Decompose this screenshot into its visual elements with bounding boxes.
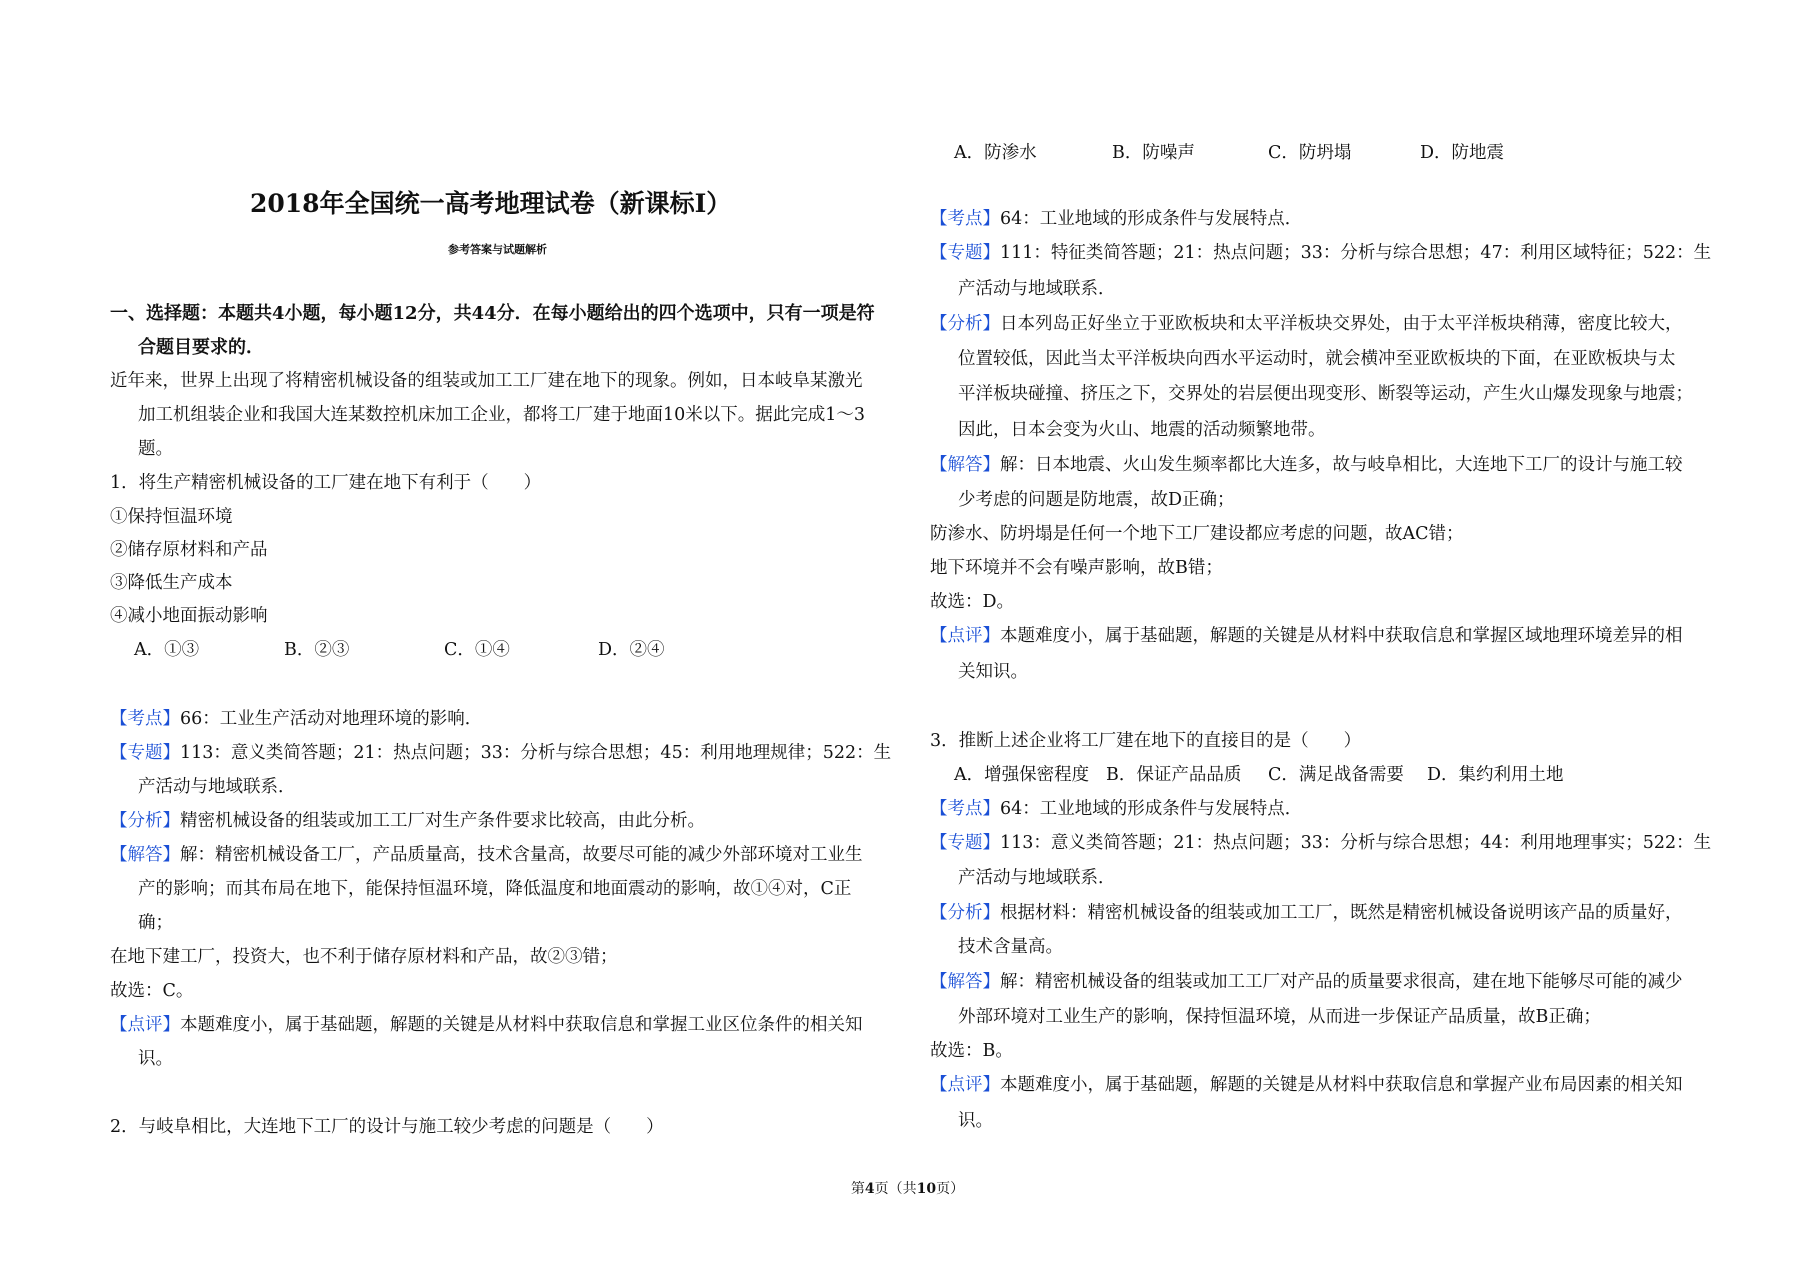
intro-text-cont: 题。 xyxy=(138,439,173,459)
kaodian-tag: 【考点】 xyxy=(110,709,180,729)
jieda-tag: 【解答】 xyxy=(930,972,1000,992)
q3-zhuanti-cont: 产活动与地域联系． xyxy=(958,868,1116,888)
q3-kaodian: 【考点】64：工业地域的形成条件与发展特点． xyxy=(930,799,1303,819)
fenxi-tag: 【分析】 xyxy=(110,811,180,831)
page-number: 4 xyxy=(864,1181,875,1197)
q1-fenxi: 【分析】精密机械设备的组装或加工工厂对生产条件要求比较高，由此分析。 xyxy=(110,811,705,831)
q1-option-b: B．②③ xyxy=(284,640,350,660)
page-title: 2018年全国统一高考地理试卷（新课标Ⅰ） xyxy=(250,189,732,218)
zhuanti-tag: 【专题】 xyxy=(930,833,1000,853)
q3-answer: 故选：B。 xyxy=(930,1041,1013,1061)
q1-zhuanti-cont: 产活动与地域联系． xyxy=(138,777,296,797)
q3-fenxi: 【分析】根据材料：精密机械设备的组装或加工工厂，既然是精密机械设备说明该产品的质量好， xyxy=(930,903,1683,923)
page-footer: 第4页（共10页） xyxy=(850,1181,965,1197)
q3-zhuanti: 【专题】113：意义类简答题；21：热点问题；33：分析与综合思想；44：利用地理事实；522：生 xyxy=(930,833,1712,853)
q2-dianping: 【点评】本题难度小，属于基础题，解题的关键是从材料中获取信息和掌握区域地理环境差异的相 xyxy=(930,626,1683,646)
q1-option-d: D．②④ xyxy=(598,640,665,660)
q2-extra: 防渗水、防坍塌是任何一个地下工厂建设都应考虑的问题，故AC错； xyxy=(930,524,1464,544)
q3-jieda-cont: 外部环境对工业生产的影响，保持恒温环境，从而进一步保证产品质量，故B正确； xyxy=(958,1007,1601,1027)
q1-jieda-cont: 确； xyxy=(138,913,173,933)
q2-extra: 地下环境并不会有噪声影响，故B错； xyxy=(930,558,1223,578)
kaodian-tag: 【考点】 xyxy=(930,209,1000,229)
q1-extra: 在地下建工厂，投资大，也不利于储存原材料和产品，故②③错； xyxy=(110,947,618,967)
q2-option-d: D．防地震 xyxy=(1420,143,1505,163)
q3-options xyxy=(954,763,1564,787)
q1-dianping-cont: 识。 xyxy=(138,1049,173,1069)
jieda-tag: 【解答】 xyxy=(930,455,1000,475)
q3-option-d: D．集约利用土地 xyxy=(1427,765,1564,785)
zhuanti-tag: 【专题】 xyxy=(110,743,180,763)
q1-item: ③降低生产成本 xyxy=(110,573,233,593)
section-heading-cont: 合题目要求的． xyxy=(138,337,264,358)
dianping-tag: 【点评】 xyxy=(110,1015,180,1035)
fenxi-tag: 【分析】 xyxy=(930,903,1000,923)
fenxi-tag: 【分析】 xyxy=(930,314,1000,334)
q3-option-c: C．满足战备需要 xyxy=(1268,765,1404,785)
dianping-tag: 【点评】 xyxy=(930,626,1000,646)
q2-zhuanti: 【专题】111：特征类简答题；21：热点问题；33：分析与综合思想；47：利用区域特征；522：生 xyxy=(930,243,1712,263)
q2-zhuanti-cont: 产活动与地域联系． xyxy=(958,279,1116,299)
q1-zhuanti: 【专题】113：意义类简答题；21：热点问题；33：分析与综合思想；45：利用地理规律；522：生 xyxy=(110,743,892,763)
q1-jieda: 【解答】解：精密机械设备工厂，产品质量高，技术含量高，故要尽可能的减少外部环境对工业生 xyxy=(110,845,863,865)
q2-option-b: B．防噪声 xyxy=(1112,143,1195,163)
q2-fenxi: 【分析】日本列岛正好坐立于亚欧板块和太平洋板块交界处，由于太平洋板块稍薄，密度比较大， xyxy=(930,314,1683,334)
q2-option-a: A．防渗水 xyxy=(954,143,1037,163)
q2-stem: 2．与岐阜相比，大连地下工厂的设计与施工较少考虑的问题是（ ） xyxy=(110,1117,664,1137)
q2-fenxi-cont: 平洋板块碰撞、挤压之下，交界处的岩层便出现变形、断裂等运动，产生火山爆发现象与地震； xyxy=(958,384,1693,404)
q2-fenxi-cont: 位置较低，因此当太平洋板块向西水平运动时，就会横冲至亚欧板块的下面，在亚欧板块与太 xyxy=(958,349,1676,369)
q2-kaodian: 【考点】64：工业地域的形成条件与发展特点． xyxy=(930,209,1303,229)
q2-jieda: 【解答】解：日本地震、火山发生频率都比大连多，故与岐阜相比，大连地下工厂的设计与施工较 xyxy=(930,455,1683,475)
q3-dianping-cont: 识。 xyxy=(958,1111,993,1131)
q1-dianping: 【点评】本题难度小，属于基础题，解题的关键是从材料中获取信息和掌握工业区位条件的相关知 xyxy=(110,1015,863,1035)
page-subtitle: 参考答案与试题解析 xyxy=(448,243,547,256)
intro-text-cont: 加工机组装企业和我国大连某数控机床加工企业，都将工厂建于地面10米以下。据此完成1～3 xyxy=(138,405,866,425)
q2-jieda-cont: 少考虑的问题是防地震，故D正确； xyxy=(958,490,1235,510)
intro-text: 近年来，世界上出现了将精密机械设备的组装或加工工厂建在地下的现象。例如，日本岐阜某激光 xyxy=(110,371,863,391)
page-total: 10 xyxy=(916,1181,937,1197)
jieda-tag: 【解答】 xyxy=(110,845,180,865)
kaodian-tag: 【考点】 xyxy=(930,799,1000,819)
q1-item: ①保持恒温环境 xyxy=(110,507,233,527)
q2-answer: 故选：D。 xyxy=(930,592,1015,612)
q1-options xyxy=(134,638,665,662)
q2-dianping-cont: 关知识。 xyxy=(958,662,1028,682)
q1-answer: 故选：C。 xyxy=(110,981,194,1001)
q1-item: ④减小地面振动影响 xyxy=(110,606,268,626)
q2-options xyxy=(954,141,1504,165)
q2-option-c: C．防坍塌 xyxy=(1268,143,1352,163)
q1-option-a: A．①③ xyxy=(134,640,200,660)
dianping-tag: 【点评】 xyxy=(930,1075,1000,1095)
q3-option-b: B．保证产品品质 xyxy=(1106,765,1242,785)
q1-kaodian: 【考点】66：工业生产活动对地理环境的影响． xyxy=(110,709,483,729)
q1-item: ②储存原材料和产品 xyxy=(110,540,268,560)
q3-stem: 3．推断上述企业将工厂建在地下的直接目的是（ ） xyxy=(930,731,1362,751)
q1-option-c: C．①④ xyxy=(444,640,510,660)
q3-jieda: 【解答】解：精密机械设备的组装或加工工厂对产品的质量要求很高，建在地下能够尽可能的减少 xyxy=(930,972,1683,992)
q3-fenxi-cont: 技术含量高。 xyxy=(958,937,1063,957)
q1-jieda-cont: 产的影响；而其布局在地下，能保持恒温环境，降低温度和地面震动的影响，故①④对，C正 xyxy=(138,879,852,899)
q1-stem: 1．将生产精密机械设备的工厂建在地下有利于（ ） xyxy=(110,473,542,493)
q3-option-a: A．增强保密程度 xyxy=(954,765,1090,785)
zhuanti-tag: 【专题】 xyxy=(930,243,1000,263)
section-heading: 一、选择题：本题共4小题，每小题12分，共44分．在每小题给出的四个选项中，只有一项是符 xyxy=(110,303,875,324)
q2-fenxi-cont: 因此，日本会变为火山、地震的活动频繁地带。 xyxy=(958,420,1326,440)
q3-dianping: 【点评】本题难度小，属于基础题，解题的关键是从材料中获取信息和掌握产业布局因素的相关知 xyxy=(930,1075,1683,1095)
